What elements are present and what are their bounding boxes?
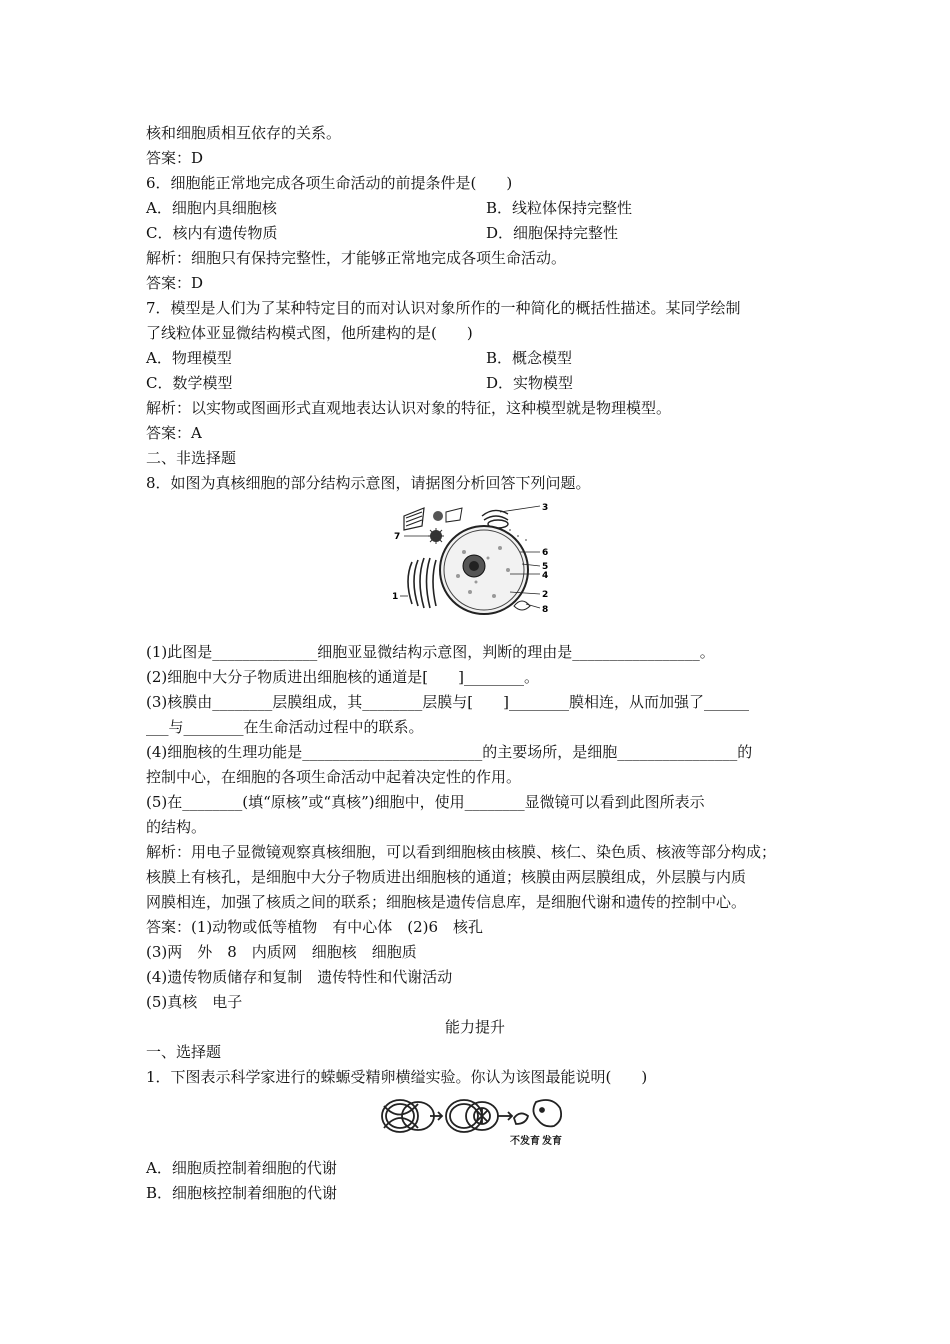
figure-label: 1 [392,592,399,602]
q8-answer-line2: (3)两 外 8 内质网 细胞核 细胞质 [146,943,417,961]
figure-label: 2 [542,590,549,600]
new-q1-option-b: B．细胞核控制着细胞的代谢 [146,1184,338,1202]
q7-option-c: C．数学模型 [146,374,233,392]
question-8: 8．如图为真核细胞的部分结构示意图，请据图分析回答下列问题。 [146,474,591,492]
section-heading-choice: 一、选择题 [146,1043,222,1061]
figure-label: 不发育 [510,1136,540,1147]
cell-structure-figure [390,500,560,624]
q8-answer-line4: (5)真核 电子 [146,993,243,1011]
figure-label: 6 [542,548,549,558]
q7-option-a: A．物理模型 [146,349,232,367]
answer-line: 答案：D [146,149,204,167]
egg-ligation-figure [378,1094,578,1150]
question-7-line2: 了线粒体亚显微结构模式图，他所建构的是( ) [146,324,473,342]
q6-option-c: C．核内有遗传物质 [146,224,278,242]
q8-part1: (1)此图是______________细胞亚显微结构示意图，判断的理由是_________________。 [146,643,715,661]
question-7-line1: 7．模型是人们为了某种特定目的而对认识对象所作的一种简化的概括性描述。某同学绘制 [146,299,741,317]
figure-label: 8 [542,605,549,615]
q7-option-d: D．实物模型 [486,374,574,392]
question-6: 6．细胞能正常地完成各项生命活动的前提条件是( ) [146,174,513,192]
text-line: 核和细胞质相互依存的关系。 [146,124,342,142]
q8-explanation-line1: 解析：用电子显微镜观察真核细胞，可以看到细胞核由核膜、核仁、染色质、核液等部分构成； [146,843,777,861]
q8-part3-line1: (3)核膜由________层膜组成，其________层膜与[ ]________膜相连，从而加强了______ [146,693,749,711]
figure-label: 5 [542,562,549,572]
q7-explanation: 解析：以实物或图画形式直观地表达认识对象的特征，这种模型就是物理模型。 [146,399,672,417]
figure-label: 4 [542,571,549,581]
q6-answer: 答案：D [146,274,204,292]
new-q1-option-a: A．细胞质控制着细胞的代谢 [146,1159,337,1177]
q6-option-d: D．细胞保持完整性 [486,224,619,242]
figure-label: 发育 [542,1136,562,1147]
q8-part3-line2: ___与________在生命活动过程中的联系。 [146,718,424,736]
q8-explanation-line2: 核膜上有核孔，是细胞中大分子物质进出细胞核的通道；核膜由两层膜组成，外层膜与内质 [146,868,747,886]
q8-part4-line2: 控制中心，在细胞的各项生命活动中起着决定性的作用。 [146,768,522,786]
figure-label: 3 [542,503,549,513]
new-question-1: 1．下图表示科学家进行的蝾螈受精卵横缢实验。你认为该图最能说明( ) [146,1068,648,1086]
q6-option-b: B．线粒体保持完整性 [486,199,633,217]
q8-part4-line1: (4)细胞核的生理功能是________________________的主要场所，是细胞________________的 [146,743,753,761]
q6-option-a: A．细胞内具细胞核 [146,199,277,217]
figure-label: 7 [394,532,401,542]
q6-explanation: 解析：细胞只有保持完整性，才能够正常地完成各项生命活动。 [146,249,567,267]
section-heading-nonchoice: 二、非选择题 [146,449,237,467]
q8-part5-line2: 的结构。 [146,818,207,836]
q7-answer: 答案：A [146,424,202,442]
q8-answer-line3: (4)遗传物质储存和复制 遗传特性和代谢活动 [146,968,453,986]
q7-option-b: B．概念模型 [486,349,573,367]
q8-part5-line1: (5)在________(填“原核”或“真核”)细胞中，使用________显微镜可以看到此图所表示 [146,793,705,811]
q8-answer-line1: 答案：(1)动物或低等植物 有中心体 (2)6 核孔 [146,918,484,936]
q8-explanation-line3: 网膜相连，加强了核质之间的联系；细胞核是遗传信息库，是细胞代谢和遗传的控制中心。 [146,893,747,911]
section-title-ability: 能力提升 [444,1018,505,1036]
q8-part2: (2)细胞中大分子物质进出细胞核的通道是[ ]________。 [146,668,539,686]
